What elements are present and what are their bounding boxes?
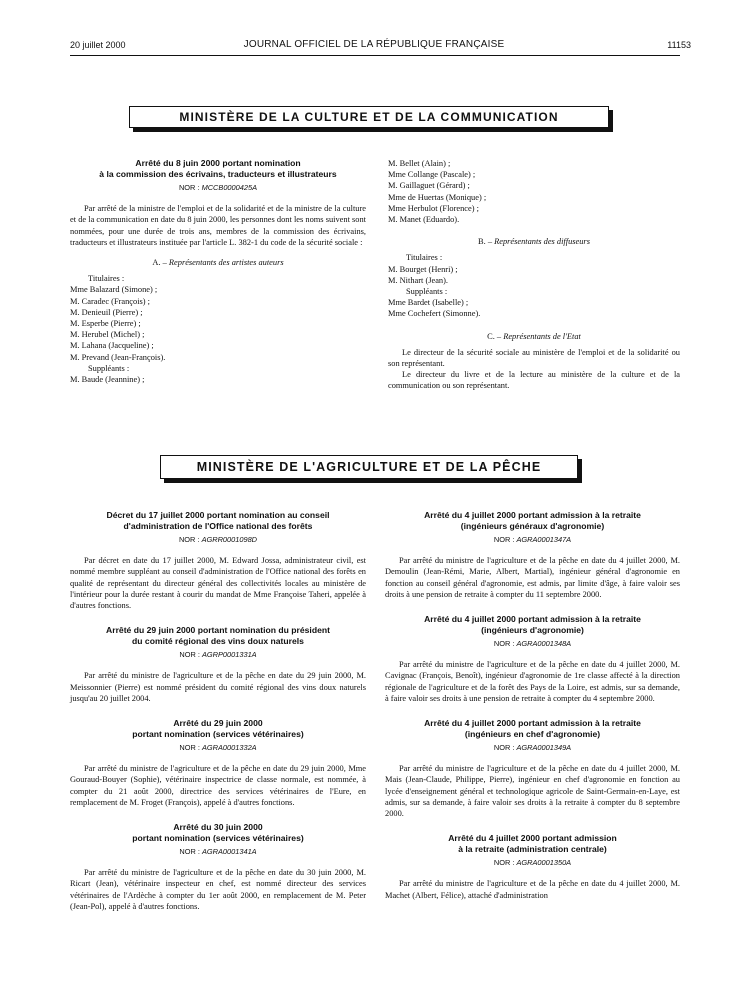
culture-left-column bbox=[70, 158, 366, 385]
list-item: M. Baude (Jeannine) ; bbox=[70, 375, 145, 385]
titulaires-label: Titulaires : bbox=[88, 274, 125, 284]
decree-title-line1: Arrêté du 4 juillet 2000 portant admission à la retraite bbox=[424, 614, 641, 625]
suppleants-list-b bbox=[388, 297, 680, 319]
decree-title-line1: Arrêté du 29 juin 2000 portant nomination du président bbox=[106, 625, 330, 636]
decree-title-line1: Arrêté du 4 juillet 2000 portant admission à la retraite bbox=[424, 718, 641, 729]
suppleants-label-b: Suppléants : bbox=[406, 287, 448, 297]
agriculture-right-column bbox=[385, 510, 680, 915]
titulaires-list-b bbox=[388, 264, 680, 286]
list-item: Mme Cochefert (Simonne). bbox=[388, 309, 481, 319]
suppleants-label: Suppléants : bbox=[88, 363, 130, 373]
decree-paragraph: Par arrêté du ministre de l'agriculture et de la pêche en date du 4 juillet 2000, M. Machet (Albert, Félice), attaché d'administration bbox=[385, 879, 680, 900]
titulaires-list bbox=[70, 284, 366, 362]
arrete-paragraph: Par arrêté de la ministre de l'emploi et de la solidarité et de la ministre de la culture et de la communication en date du 8 juin 2000, les personnes dont les noms suivent sont nommées, pour une durée de trois ans, membres de la commission des écrivains, traducteurs et illustrateurs instituée par l'article L. 382-1 du code de la sécurité sociale : bbox=[70, 204, 366, 247]
decree-title-line2: portant nomination (services vétérinaires) bbox=[132, 728, 304, 739]
page-number: 11153 bbox=[667, 40, 691, 50]
decree-title-line2: (ingénieurs d'agronomie) bbox=[481, 624, 584, 635]
nor-reference: NOR : AGRA0001332A bbox=[179, 743, 257, 753]
list-item: M. Caradec (François) ; bbox=[70, 296, 151, 306]
header-rule bbox=[70, 55, 680, 56]
subsection-b: B. – Représentants des diffuseurs bbox=[478, 237, 590, 247]
nor-reference: NOR : AGRA0001348A bbox=[493, 639, 572, 649]
decree-block bbox=[70, 510, 366, 611]
nor-reference: NOR : AGRA0001341A bbox=[179, 847, 257, 857]
decree-title-line1: Arrêté du 4 juillet 2000 portant admission bbox=[448, 833, 617, 844]
nor-reference: NOR : AGRA0001349A bbox=[493, 743, 572, 753]
list-item: M. Herubel (Michel) ; bbox=[70, 330, 145, 340]
decree-paragraph: Par arrêté du ministre de l'agriculture et de la pêche en date du 4 juillet 2000, M. Cavignac (François, Benoît), ingénieur d'agronomie de 1re classe affecté à la direction régionale de l'agriculture et de la forêt des Pays de la Loire, est admis, sur sa demande, à faire valoir ses droits à une pension de retraite à compter du 4 septembre 2000. bbox=[385, 660, 680, 703]
section-heading-culture: MINISTÈRE DE LA CULTURE ET DE LA COMMUNICATION bbox=[129, 106, 609, 128]
decree-title-line2: à la retraite (administration centrale) bbox=[458, 843, 607, 854]
list-item: M. Bourget (Henri) ; bbox=[388, 264, 458, 274]
decree-block bbox=[385, 833, 680, 901]
nor-reference: NOR : AGRP0001331A bbox=[179, 650, 257, 660]
decree-paragraph: Par décret en date du 17 juillet 2000, M. Edward Jossa, administrateur civil, est nommé membre suppléant au conseil d'administration de l'Office national des forêts en qualité de représentant du directeur général des collectivités locales au ministère de l'intérieur pour la durée restant à courir du mandat de Mme Françoise Taheri, appelée à d'autres fonctions. bbox=[70, 556, 366, 611]
decree-paragraph: Par arrêté du ministre de l'agriculture et de la pêche en date du 4 juillet 2000, M. Demoulin (Jean-Rémi, Marie, Albert, Martial), ingénieur général d'agronomie en fonction au conseil général d'agronomie, est admis, par limite d'âge, à faire valoir ses droits à une pension de retraite à compter du 11 septembre 2000. bbox=[385, 556, 680, 599]
suppleants-list-continued bbox=[388, 158, 680, 225]
list-item: M. Lahana (Jacqueline) ; bbox=[70, 341, 154, 351]
decree-title-line2: du comité régional des vins doux naturels bbox=[132, 635, 304, 646]
decree-paragraph: Par arrêté du ministre de l'agriculture et de la pêche en date du 4 juillet 2000, M. Mais (Jean-Claude, Philippe, Pierre), ingénieur en chef d'agronomie en fonction au lycée d'enseignement général et technologique agricole de Saint-Germain-en-Laye, est admis, sur sa demande, à faire valoir ses droits à la retraite à compter du 8 septembre 2000. bbox=[385, 764, 680, 819]
list-item: M. Gaillaguet (Gérard) ; bbox=[388, 181, 470, 191]
header-date: 20 juillet 2000 bbox=[70, 40, 126, 50]
list-item: M. Prevand (Jean-François). bbox=[70, 352, 166, 362]
decree-paragraph: Par arrêté du ministre de l'agriculture et de la pêche en date du 29 juin 2000, M. Meissonnier (Pierre) est nommé président du comité régional des vins doux naturels jusqu'au 20 juillet 2004. bbox=[70, 671, 366, 703]
decree-title-line1: Arrêté du 30 juin 2000 bbox=[173, 822, 263, 833]
decree-title-line2: (ingénieurs généraux d'agronomie) bbox=[460, 520, 605, 531]
decree-block bbox=[70, 625, 366, 704]
nor-reference: NOR : MCCB0000425A bbox=[178, 183, 258, 192]
titulaires-label-b: Titulaires : bbox=[406, 253, 443, 263]
decree-block bbox=[385, 510, 680, 600]
decree-title-line2: (ingénieurs en chef d'agronomie) bbox=[464, 728, 601, 739]
list-item: M. Esperbe (Pierre) ; bbox=[70, 319, 141, 329]
list-item: M. Nithart (Jean). bbox=[388, 275, 449, 285]
decree-block bbox=[70, 718, 366, 808]
journal-title: JOURNAL OFFICIEL DE LA RÉPUBLIQUE FRANÇAISE bbox=[243, 39, 505, 50]
decree-title-line1: Arrêté du 4 juillet 2000 portant admission à la retraite bbox=[424, 510, 641, 520]
decree-paragraph: Par arrêté du ministre de l'agriculture et de la pêche en date du 30 juin 2000, M. Ricart (Jean), vétérinaire inspecteur en chef, est nommé directeur des services vétérinaires de l'Ardèche à compter du 1er août 2000, en remplacement de M. Peter (Jean-Pol), appelé à d'autres fonctions. bbox=[70, 868, 366, 911]
etat-paragraph-1: Le directeur de la sécurité sociale au ministère de l'emploi et de la solidarité ou son représentant. bbox=[388, 347, 680, 369]
decree-block bbox=[70, 822, 366, 912]
suppleants-list bbox=[70, 374, 366, 385]
subsection-c: C. – Représentants de l'Etat bbox=[487, 331, 581, 341]
subsection-a: A. – Représentants des artistes auteurs bbox=[152, 258, 284, 268]
decree-title-line1: Décret du 17 juillet 2000 portant nomination au conseil bbox=[106, 510, 330, 520]
nor-reference: NOR : AGRA0001350A bbox=[493, 858, 572, 868]
list-item: Mme de Huertas (Monique) ; bbox=[388, 192, 487, 202]
arrete-title-line1: Arrêté du 8 juin 2000 portant nomination bbox=[135, 158, 301, 168]
etat-paragraph-2: Le directeur du livre et de la lecture au ministère de la culture et de la communication ou son représentant. bbox=[388, 370, 680, 391]
culture-right-column bbox=[388, 158, 680, 392]
decree-paragraph: Par arrêté du ministre de l'agriculture et de la pêche en date du 29 juin 2000, Mme Gouraud-Bouyer (Sophie), vétérinaire inspectrice de classe normale, est nommée, à compter du 21 août 2000, directrice des services vétérinaires de l'Eure, en remplacement de M. Froget (François), appelé à d'autres fonctions. bbox=[70, 764, 366, 807]
decree-block bbox=[385, 718, 680, 819]
arrete-title-line2: à la commission des écrivains, traducteurs et illustrateurs bbox=[99, 168, 337, 179]
list-item: M. Denieuil (Pierre) ; bbox=[70, 307, 143, 317]
list-item: M. Manet (Eduardo). bbox=[388, 215, 460, 225]
list-item: M. Bellet (Alain) ; bbox=[388, 159, 451, 168]
list-item: Mme Herbulot (Florence) ; bbox=[388, 203, 479, 213]
agriculture-left-column bbox=[70, 510, 366, 926]
list-item: Mme Balazard (Simone) ; bbox=[70, 285, 158, 295]
decree-block bbox=[385, 614, 680, 704]
nor-reference: NOR : AGRA0001347A bbox=[493, 535, 572, 544]
decree-title-line1: Arrêté du 29 juin 2000 bbox=[173, 718, 263, 729]
decree-title-line2: d'administration de l'Office national des forêts bbox=[123, 520, 313, 531]
nor-reference: NOR : AGRR0001098D bbox=[178, 535, 258, 544]
list-item: Mme Bardet (Isabelle) ; bbox=[388, 298, 469, 308]
decree-title-line2: portant nomination (services vétérinaires) bbox=[132, 832, 304, 843]
list-item: Mme Collange (Pascale) ; bbox=[388, 170, 476, 180]
section-heading-agriculture: MINISTÈRE DE L'AGRICULTURE ET DE LA PÊCHE bbox=[160, 455, 578, 479]
